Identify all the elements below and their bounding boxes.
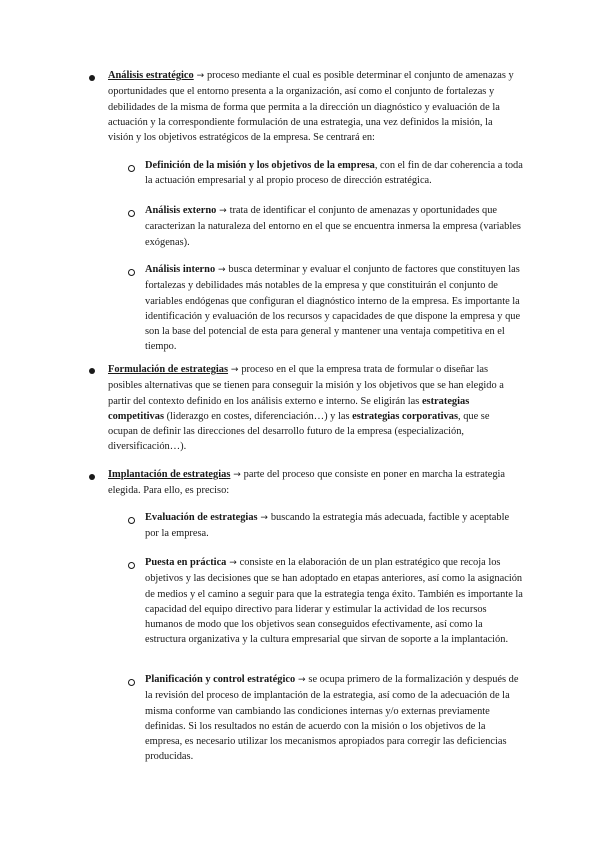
section-text: , que se ocupan de definir las direcciones del desarrollo futuro de la empresa (especialización, diversificación…). bbox=[108, 410, 490, 453]
term: Definición de la misión y los objetivos de la empresa bbox=[145, 160, 375, 171]
subitem-evaluacion-estrategias bbox=[145, 510, 525, 542]
section-text: parte del proceso que consiste en poner en marcha la estrategia elegida. Para ello, es preciso: bbox=[108, 469, 506, 497]
term: Análisis externo bbox=[145, 205, 217, 216]
bold-term: estrategias competitivas bbox=[108, 395, 470, 422]
term: Planificación y control estratégico bbox=[145, 674, 296, 685]
subitem-text: consiste en la elaboración de un plan estratégico que recoja los objetivos y las decisiones que se han adoptado en etapas anteriores, así como la asignación de medios y el camino a seguir para que la estrategia tenga éxito. También es importante la capacidad del equipo directivo para liderar y estimular la actividad de los recursos humanos de modo que los objetivos sean conseguidos efectivamente, así como la estructura organizativa y la cultura empresarial que sirvan de soporte a la implantación. bbox=[145, 557, 523, 646]
arrow-icon: → bbox=[215, 265, 229, 275]
bullet-circle bbox=[128, 679, 135, 686]
bullet-circle bbox=[128, 210, 135, 217]
arrow-icon: → bbox=[257, 513, 271, 523]
term: Implantación de estrategias bbox=[108, 469, 231, 480]
bold-term: estrategias corporativas bbox=[352, 410, 458, 422]
bullet-circle bbox=[128, 165, 135, 172]
subitem-puesta-en-practica bbox=[145, 555, 525, 648]
section-text: (liderazgo en costes, diferenciación…) y las bbox=[163, 410, 353, 422]
arrow-icon: → bbox=[230, 470, 244, 480]
bullet-circle bbox=[128, 562, 135, 569]
term: Evaluación de estrategias bbox=[145, 512, 258, 523]
section-formulacion-estrategias bbox=[108, 362, 516, 455]
section-text: proceso mediante el cual es posible determinar el conjunto de amenazas y oportunidades que el entorno presenta a la organización, así como el conjunto de fortalezas y debilidades de la misma de forma que permita a la dirección un diagnóstico y evaluación de la actuación y la correspondiente formulación de una estrategia, una vez definidos la misión, la visión y los objetivos estratégicos de la empresa. Se centrará en: bbox=[108, 70, 514, 144]
section-analisis-estrategico bbox=[108, 68, 516, 145]
subitem-definicion-mision bbox=[145, 158, 525, 189]
bullet-dot bbox=[89, 368, 95, 374]
arrow-icon: → bbox=[295, 675, 309, 685]
section-text: proceso en el que la empresa trata de formular o diseñar las posibles alternativas que se tienen para conseguir la misión y los objetivos que se han elegido a partir del contexto definido en los análisis externo e interno. Se eligirán las bbox=[108, 364, 504, 407]
term: Formulación de estrategias bbox=[108, 364, 229, 375]
subitem-text: buscando la estrategia más adecuada, factible y aceptable por la empresa. bbox=[145, 512, 510, 540]
subitem-text: trata de identificar el conjunto de amenazas y oportunidades que caracterizan la naturaleza del entorno en el que se encuentra inmersa la empresa (variables exógenas). bbox=[145, 205, 521, 248]
term: Puesta en práctica bbox=[145, 557, 227, 568]
subitem-text: se ocupa primero de la formalización y después de la revisión del proceso de implantación de la estrategia, así como de la adecuación de la misma conforme van cambiando las condiciones internas y/o externas previamente definidas. Si los resultados no están de acuerdo con la misión o los objetivos de la empresa, es necesario utilizar los mecanismos apropiados para corregir las deficiencias producidas. bbox=[145, 674, 519, 763]
arrow-icon: → bbox=[216, 206, 230, 216]
bullet-circle bbox=[128, 269, 135, 276]
subitem-text: busca determinar y evaluar el conjunto de factores que constituyen las fortalezas y debilidades más notables de la empresa y que constituirán el conjunto de variables endógenas que configuran el diagnóstico interno de la empresa. Es importante la identificación y evaluación de los recursos y capacidades de que dispone la empresa y que son la base del potencial de esta para general y mantener una ventaja competitiva en el tiempo. bbox=[145, 264, 521, 353]
section-implantacion-estrategias bbox=[108, 467, 516, 499]
subitem-analisis-externo bbox=[145, 203, 525, 250]
term: Análisis estratégico bbox=[108, 70, 194, 81]
subitem-text: , con el fin de dar coherencia a toda la actuación empresarial y al propio proceso de dirección estratégica. bbox=[145, 160, 523, 187]
arrow-icon: → bbox=[228, 365, 242, 375]
bullet-dot bbox=[89, 75, 95, 81]
bullet-dot bbox=[89, 474, 95, 480]
arrow-icon: → bbox=[226, 558, 240, 568]
subitem-planificacion-control bbox=[145, 672, 525, 765]
subitem-analisis-interno bbox=[145, 262, 525, 355]
term: Análisis interno bbox=[145, 264, 216, 275]
bullet-circle bbox=[128, 517, 135, 524]
arrow-icon: → bbox=[193, 71, 207, 81]
